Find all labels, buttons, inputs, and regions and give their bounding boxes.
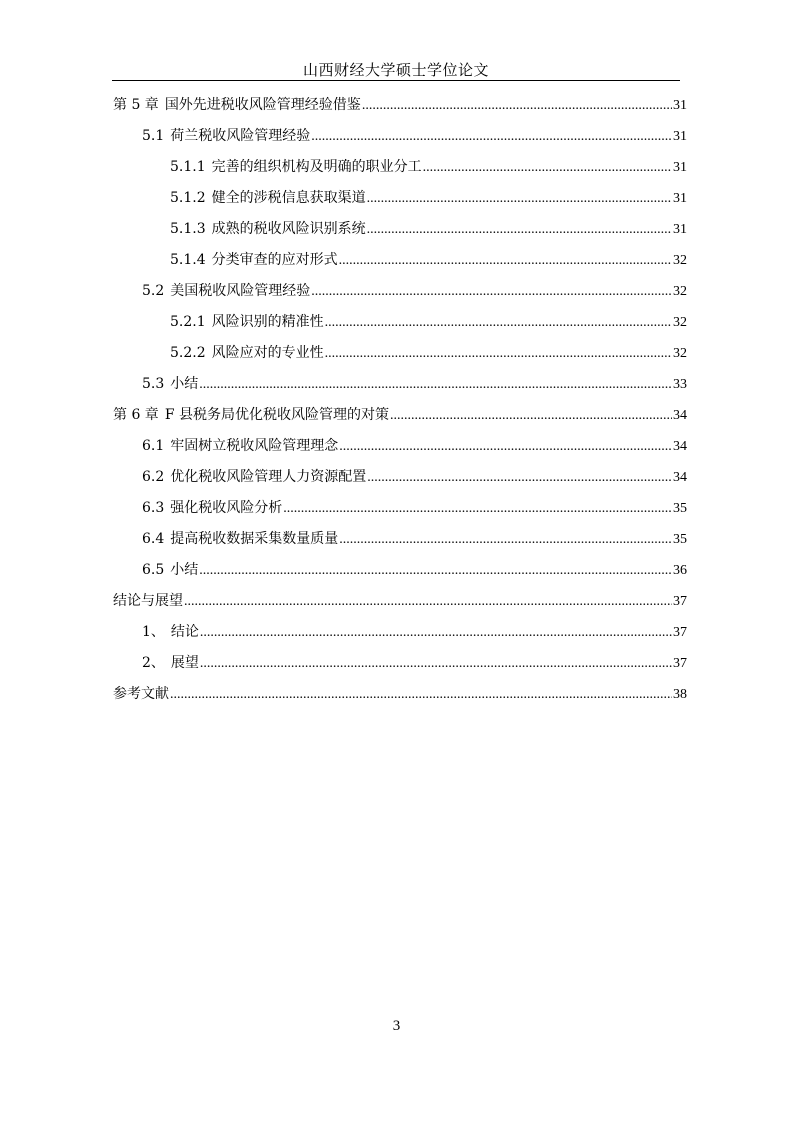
toc-entry-number: 6.3 [142, 500, 165, 516]
toc-dot-leader [367, 470, 672, 486]
toc-dot-leader [311, 129, 672, 145]
toc-entry-title [170, 156, 423, 176]
toc-dot-leader [199, 563, 672, 579]
toc-entry-label: 牢固树立税收风险管理理念 [170, 438, 339, 454]
toc-entry-number: 5.1.1 [170, 159, 206, 175]
toc-entry-label: 荷兰税收风险管理经验 [170, 128, 311, 144]
toc-entry-number: 5.2.1 [170, 314, 206, 330]
toc-entry-title [142, 435, 339, 455]
toc-entry-page: 34 [673, 439, 687, 454]
page-header [112, 56, 680, 81]
toc-entry[interactable] [113, 528, 687, 559]
toc-entry-title [142, 280, 311, 300]
toc-entry-label: 小结 [170, 376, 199, 392]
toc-entry-page: 32 [673, 315, 687, 330]
toc-entry-page: 31 [673, 191, 687, 206]
toc-dot-leader [199, 377, 672, 393]
toc-entry[interactable] [113, 342, 687, 373]
toc-entry-title [142, 621, 200, 641]
toc-dot-leader [339, 532, 672, 548]
toc-entry-page: 32 [673, 346, 687, 361]
toc-entry[interactable] [113, 156, 687, 187]
toc-entry[interactable] [113, 373, 687, 404]
toc-entry-label: 风险识别的精准性 [211, 314, 324, 330]
toc-entry-title [113, 590, 184, 610]
toc-entry-number: 第 5 章 [113, 97, 159, 113]
toc-dot-leader [339, 439, 672, 455]
toc-entry-title [142, 466, 367, 486]
toc-entry-label: 展望 [170, 655, 199, 671]
toc-entry-title [113, 94, 362, 114]
toc-entry-label: 优化税收风险管理人力资源配置 [170, 469, 367, 485]
toc-entry-title [142, 373, 199, 393]
toc-entry-number: 1、 [142, 624, 165, 640]
toc-entry[interactable] [113, 311, 687, 342]
toc-entry[interactable] [113, 621, 687, 652]
toc-entry[interactable] [113, 404, 687, 435]
toc-entry-title [142, 652, 200, 672]
toc-entry-page: 31 [673, 222, 687, 237]
toc-entry-label: 风险应对的专业性 [211, 345, 324, 361]
toc-entry-page: 31 [673, 129, 687, 144]
toc-dot-leader [423, 160, 672, 176]
toc-entry[interactable] [113, 590, 687, 621]
toc-entry[interactable] [113, 280, 687, 311]
toc-entry-title [113, 683, 170, 703]
toc-entry[interactable] [113, 466, 687, 497]
toc-entry-label: 结论 [170, 624, 199, 640]
toc-entry-number: 5.2 [142, 283, 165, 299]
toc-entry-label: 健全的涉税信息获取渠道 [211, 190, 366, 206]
toc-entry-number: 6.1 [142, 438, 165, 454]
toc-entry-label: 分类审查的应对形式 [211, 252, 338, 268]
toc-entry-title [142, 125, 311, 145]
toc-entry-page: 35 [673, 501, 687, 516]
toc-entry-page: 37 [673, 594, 687, 609]
toc-dot-leader [283, 501, 672, 517]
toc-entry[interactable] [113, 652, 687, 683]
toc-entry-title [170, 249, 339, 269]
toc-entry-number: 6.4 [142, 531, 165, 547]
table-of-contents [113, 94, 687, 714]
toc-entry-label: 美国税收风险管理经验 [170, 283, 311, 299]
toc-entry-title [113, 404, 390, 424]
toc-entry-page: 36 [673, 563, 687, 578]
toc-entry-title [170, 187, 367, 207]
toc-entry-title [142, 559, 199, 579]
toc-entry-page: 31 [673, 98, 687, 113]
toc-entry-page: 34 [673, 408, 687, 423]
toc-entry[interactable] [113, 94, 687, 125]
thesis-header-title: 山西财经大学硕士学位论文 [302, 61, 489, 79]
toc-entry-page: 37 [673, 625, 687, 640]
toc-dot-leader [200, 656, 672, 672]
toc-entry-page: 33 [673, 377, 687, 392]
toc-dot-leader [362, 98, 672, 114]
toc-entry[interactable] [113, 218, 687, 249]
toc-entry-number: 5.3 [142, 376, 165, 392]
toc-entry-label: 小结 [170, 562, 199, 578]
toc-entry[interactable] [113, 497, 687, 528]
toc-dot-leader [339, 253, 672, 269]
toc-dot-leader [200, 625, 672, 641]
toc-entry-number: 5.1.2 [170, 190, 206, 206]
toc-entry-label: 参考文献 [113, 686, 169, 702]
toc-dot-leader [367, 191, 672, 207]
toc-entry-number: 6.2 [142, 469, 165, 485]
toc-dot-leader [170, 687, 672, 703]
toc-entry-label: 完善的组织机构及明确的职业分工 [211, 159, 422, 175]
toc-entry-number: 5.1.4 [170, 252, 206, 268]
toc-entry-title [170, 342, 325, 362]
toc-entry-label: 成熟的税收风险识别系统 [211, 221, 366, 237]
toc-dot-leader [184, 594, 672, 610]
toc-entry[interactable] [113, 187, 687, 218]
toc-dot-leader [325, 315, 672, 331]
toc-entry-title [170, 218, 367, 238]
toc-entry[interactable] [113, 559, 687, 590]
toc-entry-page: 35 [673, 532, 687, 547]
toc-entry-page: 34 [673, 470, 687, 485]
toc-entry-title [170, 311, 325, 331]
toc-dot-leader [367, 222, 672, 238]
toc-entry-page: 37 [673, 656, 687, 671]
toc-entry-number: 第 6 章 [113, 407, 159, 423]
toc-entry-label: 结论与展望 [113, 593, 183, 609]
toc-entry-page: 31 [673, 160, 687, 175]
toc-entry[interactable] [113, 125, 687, 156]
toc-entry-title [142, 528, 339, 548]
toc-entry-number: 5.2.2 [170, 345, 206, 361]
toc-entry[interactable] [113, 435, 687, 466]
toc-entry[interactable] [113, 683, 687, 714]
toc-entry-label: 强化税收风险分析 [170, 500, 283, 516]
toc-entry-number: 5.1.3 [170, 221, 206, 237]
toc-entry-number: 5.1 [142, 128, 165, 144]
toc-entry-label: F 县税务局优化税收风险管理的对策 [164, 407, 389, 423]
toc-entry-number: 2、 [142, 655, 165, 671]
toc-entry-label: 国外先进税收风险管理经验借鉴 [164, 97, 361, 113]
page-number: 3 [392, 1018, 401, 1034]
toc-entry-label: 提高税收数据采集数量质量 [170, 531, 339, 547]
toc-entry-number: 6.5 [142, 562, 165, 578]
toc-entry-page: 32 [673, 253, 687, 268]
toc-dot-leader [325, 346, 672, 362]
toc-entry-page: 38 [673, 687, 687, 702]
toc-dot-leader [390, 408, 672, 424]
toc-entry-title [142, 497, 283, 517]
toc-entry-page: 32 [673, 284, 687, 299]
toc-entry[interactable] [113, 249, 687, 280]
toc-dot-leader [311, 284, 672, 300]
